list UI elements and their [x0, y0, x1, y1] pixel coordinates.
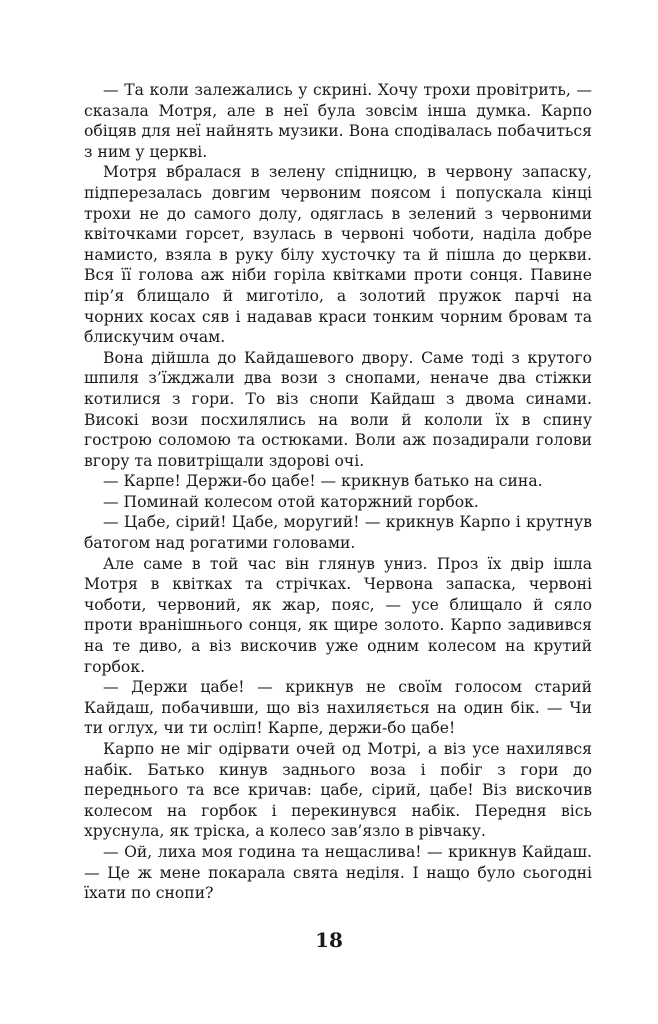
paragraph: — Та коли залежались у скрині. Хочу трохи провітрить, — сказала Мотря, але в неї була зовсім інша думка. Карпо обіцяв для неї найнять музики. Вона сподівалась побачиться з ним у церкві. [84, 81, 592, 161]
paragraph: — Карпе! Держи-бо цабе! — крикнув батько на сина. [103, 472, 543, 491]
paragraph: — Поминай колесом отой каторжний горбок. [103, 492, 479, 511]
paragraph: Але саме в той час він глянув униз. Проз їх двір ішла Мотря в квітках та стрічках. Червона запаска, червоні чоботи, червоний, як жар, пояс, — усе блищало й сяло проти вранішнього сонця, як щире золото. Карпо задивився на те диво, а віз вискочив уже одним колесом на крутий горбок. [84, 554, 592, 676]
paragraph: — Ой, лиха моя година та нещаслива! — крикнув Кайдаш. — Це ж мене покарала свята неділя. І нащо було сьогодні їхати по снопи? [84, 842, 592, 903]
page-text [84, 80, 592, 904]
page-number: 18 [315, 928, 343, 952]
paragraph: — Цабе, сірий! Цабе, моругий! — крикнув Карпо і крутнув батогом над рогатими головами. [84, 513, 592, 553]
paragraph: — Держи цабе! — крикнув не своїм голосом старий Кайдаш, побачивши, що віз нахиляється на один бік. — Чи ти оглух, чи ти осліп! Карпе, держи-бо цабе! [84, 678, 592, 738]
paragraph: Карпо не міг одірвати очей од Мотрі, а віз усе нахилявся набік. Батько кинув заднього воза і побіг з гори до переднього та все кричав: цабе, сірий, цабе! Віз вискочив колесом на горбок і перекинувся набік. Передня вісь хруснула, як тріска, а колесо зав’язло в рівчаку. [84, 740, 592, 841]
paragraph: Вона дійшла до Кайдашевого двору. Саме тоді з крутого шпиля з’їжджали два вози з снопами, неначе два стіжки котилися з гори. То віз снопи Кайдаш з двома синами. Високі вози посхилялись на воли й кололи їх в спину гострою соломою та остюками. Воли аж позадирали голови вгору та повитріщали здорові очі. [84, 348, 592, 470]
paragraph: Мотря вбралася в зелену спідницю, в червону запаску, підперезалась довгим червоним поясом і попускала кінці трохи не до самого долу, одяглась в зелений з червоними квіточками горсет, взулась в червоні чоботи, наділа добре намисто, взяла в руку білу хусточку та й пішла до церкви. Вся її голова аж ніби горіла квітками проти сонця. Павине пір’я блищало й миготіло, а золотий пружок парчі на чорних косах сяв і надавав краси тонким чорним бровам та блискучим очам. [84, 163, 592, 347]
